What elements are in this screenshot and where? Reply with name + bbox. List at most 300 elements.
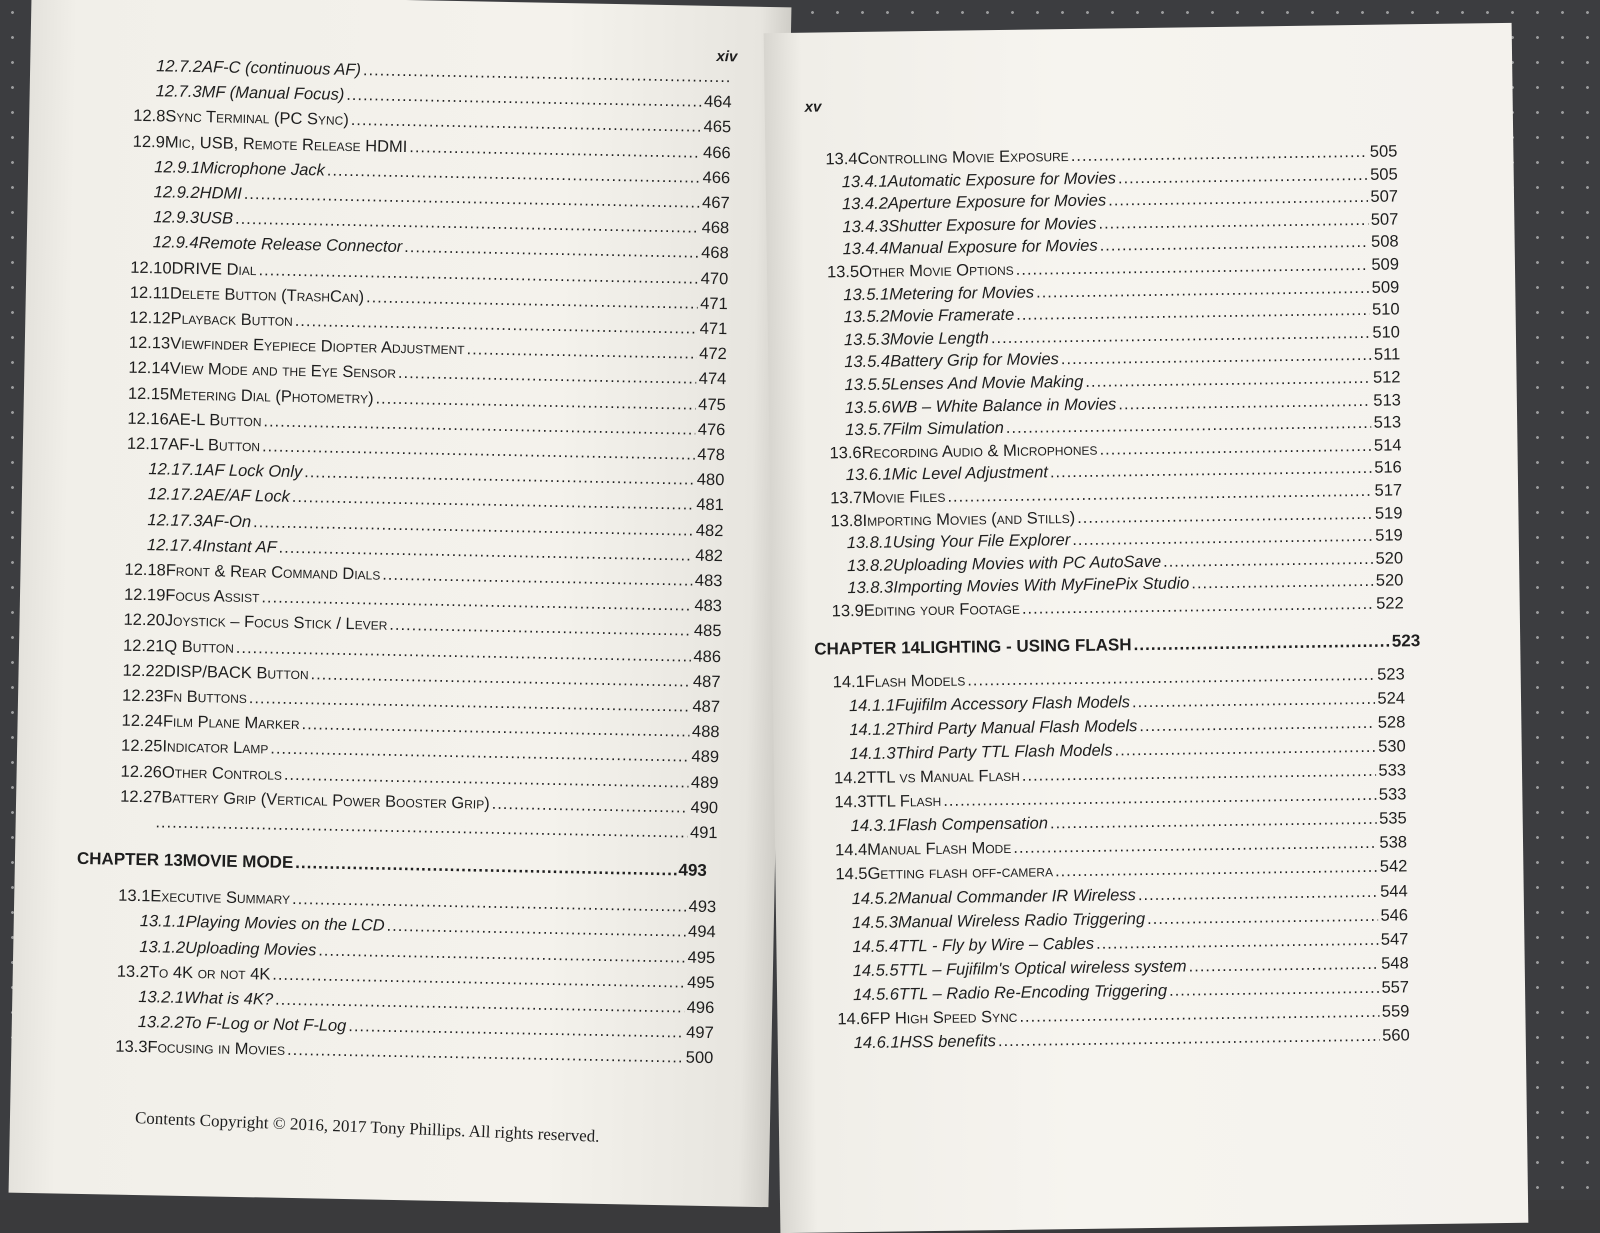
- toc-entry: [852, 930, 1408, 957]
- toc-section-number: 12.25: [120, 737, 163, 756]
- toc-page-number: 524: [1377, 689, 1406, 708]
- toc-section-title: Viewfinder Eyepiece Diopter Adjustment: [170, 334, 465, 359]
- toc-page-number: 546: [1380, 905, 1409, 925]
- toc-entry: [138, 1013, 714, 1043]
- toc-entry: [127, 410, 725, 440]
- toc-section-number: 12.15: [127, 384, 170, 404]
- toc-section-number: 13.8.2: [846, 556, 894, 575]
- toc-section-title: AF-L Button: [168, 435, 261, 456]
- toc-dot-leader: [1036, 278, 1370, 302]
- toc-entry: [133, 132, 731, 162]
- toc-section-number: 12.8: [133, 107, 166, 126]
- toc-page-number: 489: [691, 748, 720, 767]
- toc-section-number: 13.5.2: [843, 307, 890, 327]
- toc-page-number: 493: [688, 897, 717, 917]
- toc-section-title: Instant AF: [201, 536, 277, 557]
- toc-dot-leader: [1099, 437, 1372, 460]
- toc-entry: [153, 234, 729, 264]
- toc-dot-leader: [998, 1027, 1381, 1051]
- toc-entry: [849, 713, 1405, 740]
- toc-dot-leader: [301, 715, 690, 741]
- left-page: [9, 0, 792, 1207]
- toc-dot-leader: [1118, 391, 1371, 414]
- toc-page-number: 466: [702, 143, 731, 162]
- toc-page-number: 548: [1381, 954, 1409, 973]
- toc-section-number: 13.4.3: [842, 217, 889, 236]
- toc-section-title: Joystick – Focus Stick / Lever: [164, 611, 388, 635]
- toc-dot-leader: [943, 786, 1377, 811]
- toc-section-number: 14.1.2: [849, 720, 896, 739]
- toc-section-number: 13.5.6: [844, 398, 891, 417]
- toc-entry: [122, 687, 720, 717]
- book-spread: [20, 0, 1520, 1200]
- toc-dot-leader: [236, 638, 692, 666]
- toc-dot-leader: [1019, 1003, 1380, 1027]
- toc-entry: [156, 57, 732, 87]
- toc-section-title: What is 4K?: [184, 988, 274, 1009]
- toc-section-number: 12.14: [128, 359, 170, 378]
- toc-dot-leader: [304, 463, 695, 489]
- toc-entry: [120, 813, 718, 843]
- toc-section-number: 13.2: [116, 962, 150, 982]
- toc-section-number: 13.1.1: [139, 912, 186, 932]
- toc-section-title: DISP/BACK Button: [163, 662, 309, 684]
- toc-dot-leader: [1100, 233, 1370, 256]
- toc-page-number: 495: [687, 973, 715, 992]
- toc-section-number: 12.9: [132, 132, 166, 151]
- toc-section-title: View Mode and the Eye Sensor: [169, 359, 397, 383]
- toc-section-title: TTL vs Manual Flash: [866, 766, 1020, 787]
- toc-section-title: AE-L Button: [168, 410, 262, 431]
- toc-dot-leader: [366, 288, 698, 313]
- toc-section-title: Battery Grip for Movies: [890, 350, 1059, 371]
- toc-page-number: 483: [694, 596, 723, 616]
- toc-dot-leader: [1169, 979, 1380, 1001]
- toc-entry: [129, 334, 727, 364]
- toc-entry: [139, 938, 715, 968]
- toc-dot-leader: [262, 437, 696, 464]
- toc-section-title: DRIVE Dial: [171, 259, 257, 279]
- toc-section-number: 13.1: [118, 886, 151, 906]
- toc-section-number: 13.4.4: [842, 239, 889, 259]
- toc-section-number: 14.5.5: [852, 961, 899, 980]
- toc-page-number: 493: [678, 860, 708, 881]
- toc-entry: [133, 107, 731, 137]
- toc-page-number: 465: [703, 118, 732, 137]
- toc-dot-leader: [346, 86, 702, 112]
- toc-page-number: 485: [693, 622, 722, 641]
- toc-section-title: Q Button: [164, 637, 235, 657]
- toc-page-number: 509: [1371, 278, 1400, 297]
- toc-dot-leader: [310, 665, 691, 691]
- toc-section-number: 13.1.2: [139, 937, 186, 957]
- toc-section-title: Aperture Exposure for Movies: [887, 191, 1107, 213]
- toc-page-number: 508: [1370, 232, 1399, 252]
- toc-entry: [847, 572, 1403, 599]
- toc-section-title: Uploading Movies with PC AutoSave: [892, 552, 1162, 575]
- toc-dot-leader: [466, 340, 697, 363]
- toc-section-title: TTL – Fujifilm's Optical wireless system: [898, 957, 1187, 980]
- toc-section-title: Movie Framerate: [889, 305, 1015, 326]
- toc-section-title: TTL Flash: [866, 791, 942, 812]
- toc-dot-leader: [249, 689, 691, 716]
- toc-page-number: 530: [1378, 737, 1406, 756]
- toc-dot-leader: [404, 238, 699, 263]
- toc-section-number: 12.27: [120, 787, 162, 807]
- toc-page-number: 489: [690, 773, 719, 792]
- toc-section-number: 14.4: [834, 841, 868, 860]
- toc-dot-leader: [1077, 504, 1373, 527]
- toc-dot-leader: [947, 482, 1372, 507]
- toc-section-title: Remote Release Connector: [198, 234, 403, 257]
- toc-dot-leader: [295, 853, 677, 880]
- toc-entry: [148, 486, 724, 516]
- toc-entry: [128, 384, 726, 414]
- toc-entry: [129, 309, 727, 339]
- toc-section-title: Manual Commander IR Wireless: [897, 885, 1136, 907]
- toc-page-number: 528: [1377, 713, 1406, 732]
- toc-entry: [853, 978, 1409, 1005]
- toc-section-number: 12.17.1: [148, 460, 204, 480]
- toc-entry: [835, 834, 1407, 861]
- right-page-number: xv: [804, 98, 822, 116]
- toc-section-title: Other Movie Options: [859, 260, 1014, 281]
- toc-section-title: Film Plane Marker: [162, 712, 300, 734]
- toc-section-number: 14.2: [833, 768, 867, 788]
- toc-page-number: 542: [1379, 857, 1408, 877]
- toc-page-number: 478: [697, 445, 726, 465]
- toc-entry: [121, 737, 719, 767]
- toc-page-number: 510: [1371, 300, 1400, 319]
- toc-section-title: Mic, USB, Remote Release HDMI: [164, 132, 408, 156]
- toc-section-title: Movie Files: [862, 487, 946, 507]
- toc-section-number: 13.6: [829, 443, 862, 463]
- toc-section-title: Delete Button (TrashCan): [169, 284, 365, 307]
- toc-entry: [851, 810, 1407, 837]
- toc-section-number: 13.4.1: [841, 172, 888, 191]
- toc-section-number: 14.5.3: [851, 913, 899, 932]
- toc-section-title: Getting flash off-camera: [867, 862, 1054, 884]
- toc-page-number: 476: [697, 420, 726, 440]
- toc-dot-leader: [275, 991, 685, 1018]
- toc-section-title: Focusing in Movies: [147, 1038, 286, 1060]
- toc-entry: [846, 459, 1402, 486]
- toc-section-number: 13.5.5: [844, 375, 891, 395]
- toc-page-number: 474: [698, 370, 727, 389]
- toc-section-title: To F-Log or Not F-Log: [183, 1014, 347, 1036]
- toc-dot-leader: [382, 566, 693, 591]
- toc-page-number: 466: [702, 168, 731, 188]
- toc-entry: [123, 611, 721, 641]
- toc-entry: [140, 912, 716, 942]
- toc-section-number: 14.6.1: [853, 1033, 900, 1053]
- toc-entry: [127, 435, 725, 465]
- toc-section-title: Lenses And Movie Making: [890, 372, 1084, 394]
- toc-page-number: 519: [1374, 504, 1403, 523]
- toc-section-number: 12.17.4: [146, 535, 203, 555]
- toc-page-number: 538: [1379, 833, 1408, 853]
- toc-entry: [834, 761, 1406, 788]
- toc-page-number: 512: [1372, 368, 1401, 387]
- toc-page-number: 522: [1376, 594, 1404, 613]
- toc-section-title: AF Lock Only: [203, 461, 303, 482]
- toc-page-number: 509: [1371, 255, 1400, 274]
- toc-dot-leader: [244, 185, 701, 213]
- toc-section-number: 12.7.3: [155, 82, 202, 102]
- toc-section-title: Battery Grip (Vertical Power Booster Grip): [161, 788, 490, 813]
- toc-section-title: AE/AF Lock: [202, 486, 291, 507]
- toc-section-number: [120, 827, 154, 828]
- toc-section-title: LIGHTING - USING FLASH: [919, 634, 1132, 657]
- toc-dot-leader: [1188, 955, 1379, 977]
- toc-page-number: 517: [1374, 481, 1403, 500]
- toc-section-number: 12.9.4: [152, 233, 199, 253]
- toc-dot-leader: [327, 161, 701, 187]
- toc-section-number: 12.9.2: [153, 183, 200, 203]
- toc-entry: [130, 284, 728, 314]
- toc-page-number: 470: [700, 269, 729, 288]
- toc-page-number: 559: [1381, 1002, 1410, 1021]
- toc-page-number: 486: [693, 647, 722, 666]
- toc-dot-leader: [1050, 810, 1377, 834]
- toc-dot-leader: [1072, 527, 1373, 550]
- toc-entry: [128, 359, 726, 389]
- toc-page-number: 523: [1391, 630, 1421, 651]
- toc-dot-leader: [1163, 550, 1374, 572]
- toc-section-number: 12.17: [126, 434, 169, 454]
- toc-section-title: AF-On: [202, 511, 252, 531]
- toc-section-title: Third Party TTL Flash Models: [895, 741, 1113, 763]
- toc-entry: [854, 1026, 1410, 1053]
- toc-section-number: 13.7: [830, 488, 863, 508]
- toc-section-number: 13.2.1: [138, 988, 185, 1007]
- toc-entry: [120, 787, 718, 817]
- toc-dot-leader: [1016, 301, 1370, 325]
- toc-dot-leader: [295, 312, 698, 339]
- toc-dot-leader: [1055, 858, 1378, 882]
- toc-dot-leader: [1050, 459, 1373, 482]
- toc-section-title: Using Your File Explorer: [892, 531, 1071, 552]
- toc-page-number: 468: [701, 244, 729, 263]
- toc-section-title: Fn Buttons: [163, 687, 248, 708]
- toc-section-title: To 4K or not 4K: [148, 963, 271, 984]
- toc-page-number: 464: [703, 92, 732, 112]
- toc-section-title: Playback Button: [170, 309, 293, 330]
- copyright-footer: Contents Copyright © 2016, 2017 Tony Phillips. All rights reserved.: [134, 1108, 600, 1146]
- toc-section-number: 12.9.3: [153, 208, 200, 228]
- toc-section-number: CHAPTER 14: [814, 637, 921, 659]
- toc-dot-leader: [1138, 882, 1379, 904]
- toc-page-number: 481: [696, 496, 725, 515]
- toc-entry: [852, 882, 1408, 909]
- toc-section-number: 13.8.3: [847, 578, 894, 598]
- toc-entry: [833, 665, 1405, 692]
- toc-entry: [834, 785, 1406, 812]
- toc-dot-leader: [263, 412, 696, 439]
- toc-section-title: WB – White Balance in Movies: [890, 394, 1117, 417]
- toc-section-title: Editing your Footage: [863, 599, 1021, 620]
- toc-page-number: 482: [695, 521, 724, 540]
- toc-page-number: 533: [1378, 785, 1407, 804]
- toc-section-number: 12.23: [121, 686, 164, 706]
- toc-page-number: 471: [700, 294, 728, 314]
- toc-dot-leader: [258, 261, 699, 288]
- toc-page-number: 487: [692, 697, 721, 717]
- toc-entry: [837, 1002, 1409, 1029]
- toc-section-number: 13.5.3: [843, 330, 890, 349]
- toc-section-title: Automatic Exposure for Movies: [887, 168, 1117, 191]
- toc-page-number: 467: [701, 193, 730, 213]
- toc-section-title: HSS benefits: [899, 1032, 997, 1052]
- toc-entry: [124, 561, 722, 591]
- toc-section-title: MOVIE MODE: [182, 851, 294, 873]
- toc-page-number: 495: [687, 948, 716, 967]
- toc-section-number: 14.1.3: [849, 744, 896, 764]
- toc-section-title: Flash Models: [864, 671, 966, 691]
- toc-section-number: 13.5.4: [844, 352, 891, 372]
- toc-section-title: AF-C (continuous AF): [201, 58, 362, 80]
- toc-section-title: Mic Level Adjustment: [891, 463, 1049, 484]
- toc-entry: [118, 887, 716, 917]
- toc-entry: [156, 82, 732, 112]
- toc-page-number: 560: [1382, 1026, 1410, 1045]
- toc-page-number: 496: [686, 998, 715, 1018]
- toc-page-number: 511: [1373, 345, 1401, 365]
- toc-section-number: 13.8.1: [846, 533, 893, 553]
- toc-dot-leader: [967, 665, 1375, 690]
- toc-section-title: TTL – Radio Re-Encoding Triggering: [898, 981, 1168, 1004]
- toc-dot-leader: [1022, 595, 1375, 619]
- toc-section-title: Importing Movies (and Stills): [862, 508, 1076, 530]
- toc-page-number: 482: [695, 546, 724, 565]
- toc-entry: [117, 962, 715, 992]
- toc-dot-leader: [1114, 738, 1376, 761]
- toc-section-title: Manual Exposure for Movies: [888, 237, 1098, 258]
- toc-section-title: Manual Wireless Radio Triggering: [897, 909, 1146, 932]
- toc-section-title: Flash Compensation: [896, 814, 1049, 835]
- toc-dot-leader: [1006, 414, 1372, 438]
- toc-entry: [842, 188, 1398, 215]
- toc-dot-leader: [991, 324, 1371, 348]
- toc-section-number: 13.6.1: [845, 465, 892, 485]
- toc-entry: [845, 391, 1401, 418]
- toc-section-number: 13.4.2: [841, 194, 889, 214]
- toc-section-number: 14.6: [837, 1009, 870, 1029]
- toc-section-number: 14.5.2: [851, 888, 898, 908]
- toc-page-number: 483: [694, 571, 723, 591]
- toc-dot-leader: [270, 740, 690, 767]
- toc-section-title: Uploading Movies: [184, 938, 317, 960]
- toc-entry: [154, 183, 730, 213]
- toc-entry: [147, 536, 723, 566]
- toc-entry: [77, 849, 707, 881]
- toc-page-number: 513: [1373, 391, 1401, 410]
- toc-section-title: Shutter Exposure for Movies: [888, 214, 1097, 236]
- toc-section-number: 12.20: [123, 611, 166, 630]
- toc-dot-leader: [1108, 188, 1369, 211]
- toc-section-title: Other Controls: [161, 763, 283, 784]
- toc-page-number: 513: [1373, 413, 1402, 432]
- toc-dot-leader: [348, 1017, 684, 1042]
- toc-dot-leader: [1139, 714, 1376, 736]
- left-page-number: xiv: [716, 47, 738, 66]
- toc-dot-leader: [409, 138, 701, 163]
- toc-page-number: 523: [1377, 664, 1405, 684]
- toc-dot-leader: [318, 941, 686, 967]
- right-page: [764, 23, 1529, 1233]
- toc-section-number: 14.3.1: [850, 816, 897, 836]
- toc-section-number: 12.9.1: [154, 158, 201, 177]
- toc-section-number: 12.7.2: [156, 57, 203, 77]
- toc-section-number: 13.3: [115, 1038, 148, 1057]
- toc-page-number: 520: [1375, 571, 1404, 591]
- toc-section-number: 14.5: [835, 865, 868, 884]
- toc-page-number: 490: [690, 798, 719, 817]
- toc-page-number: 497: [686, 1023, 714, 1043]
- toc-section-number: 12.13: [128, 333, 171, 353]
- toc-entry: [853, 954, 1409, 981]
- toc-section-title: Manual Flash Mode: [867, 839, 1012, 860]
- toc-section-title: Film Simulation: [890, 419, 1004, 439]
- toc-entry: [122, 661, 720, 691]
- toc-dot-leader: [1085, 369, 1371, 392]
- toc-section-title: Metering for Movies: [889, 283, 1035, 304]
- toc-dot-leader: [1061, 346, 1372, 369]
- toc-section-title: HDMI: [199, 184, 242, 203]
- toc-dot-leader: [272, 965, 685, 992]
- toc-section-title: Movie Length: [889, 328, 990, 349]
- toc-dot-leader: [363, 61, 730, 87]
- toc-dot-leader: [1016, 256, 1370, 280]
- toc-dot-leader: [1191, 572, 1374, 594]
- toc-section-title: Metering Dial (Photometry): [169, 385, 374, 408]
- toc-section-number: 13.5.7: [845, 420, 892, 440]
- toc-entry: [844, 368, 1400, 395]
- toc-page-number: 472: [699, 344, 727, 364]
- toc-dot-leader: [1147, 906, 1379, 928]
- toc-entry: [849, 689, 1405, 716]
- toc-section-title: Playing Movies on the LCD: [185, 913, 385, 936]
- toc-dot-leader: [1096, 930, 1379, 953]
- toc-dot-leader: [375, 389, 696, 414]
- toc-section-number: CHAPTER 13: [76, 849, 183, 871]
- toc-page-number: 519: [1375, 526, 1403, 545]
- toc-entry: [843, 278, 1399, 305]
- toc-page-number: 505: [1369, 142, 1398, 161]
- toc-entry: [844, 301, 1400, 328]
- toc-entry: [835, 858, 1407, 885]
- toc-section-title: Sync Terminal (PC Sync): [165, 107, 349, 130]
- toc-entry: [832, 594, 1404, 621]
- toc-section-number: 12.12: [129, 308, 171, 328]
- toc-entry: [852, 906, 1408, 933]
- toc-dot-leader: [292, 890, 687, 917]
- toc-section-title: Front & Rear Command Dials: [165, 561, 381, 584]
- toc-dot-leader: [292, 488, 695, 515]
- toc-dot-leader: [287, 1041, 684, 1068]
- toc-section-number: 13.5: [826, 262, 860, 282]
- toc-dot-leader: [1133, 631, 1390, 655]
- toc-entry: [153, 208, 729, 238]
- toc-page-number: 557: [1381, 978, 1410, 997]
- toc-page-number: 544: [1380, 881, 1408, 901]
- toc-section-title: MF (Manual Focus): [201, 83, 345, 105]
- toc-section-title: Recording Audio & Microphones: [861, 440, 1098, 462]
- toc-dot-leader: [261, 589, 692, 616]
- toc-section-number: 13.2.2: [137, 1013, 184, 1033]
- toc-entry: [120, 762, 718, 792]
- toc-dot-leader: [253, 513, 694, 540]
